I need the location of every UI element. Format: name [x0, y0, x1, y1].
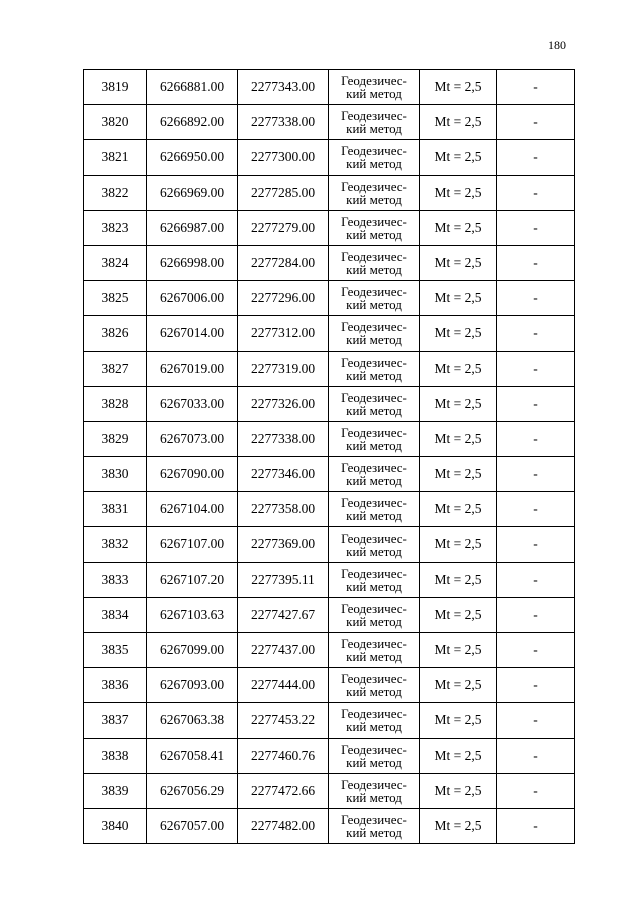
- note-cell: -: [497, 773, 575, 808]
- accuracy-cell: Mt = 2,5: [420, 351, 497, 386]
- accuracy-cell: Mt = 2,5: [420, 210, 497, 245]
- accuracy-cell: Mt = 2,5: [420, 386, 497, 421]
- method-cell: Геодезичес- кий метод: [329, 457, 420, 492]
- coordinate-x-cell: 6267019.00: [147, 351, 238, 386]
- table-row: [84, 316, 575, 351]
- method-cell: Геодезичес- кий метод: [329, 597, 420, 632]
- coordinate-y-cell: 2277326.00: [238, 386, 329, 421]
- coordinate-y-cell: 2277369.00: [238, 527, 329, 562]
- coordinate-y-cell: 2277472.66: [238, 773, 329, 808]
- coordinate-y-cell: 2277296.00: [238, 281, 329, 316]
- point-number-cell: 3837: [84, 703, 147, 738]
- coordinate-y-cell: 2277284.00: [238, 245, 329, 280]
- coordinate-x-cell: 6266950.00: [147, 140, 238, 175]
- table-row: [84, 738, 575, 773]
- coordinate-x-cell: 6267104.00: [147, 492, 238, 527]
- method-cell: Геодезичес- кий метод: [329, 492, 420, 527]
- accuracy-cell: Mt = 2,5: [420, 597, 497, 632]
- method-cell: Геодезичес- кий метод: [329, 808, 420, 843]
- coordinate-x-cell: 6266987.00: [147, 210, 238, 245]
- point-number-cell: 3824: [84, 245, 147, 280]
- table-row: [84, 773, 575, 808]
- point-number-cell: 3825: [84, 281, 147, 316]
- method-cell: Геодезичес- кий метод: [329, 668, 420, 703]
- accuracy-cell: Mt = 2,5: [420, 703, 497, 738]
- method-cell: Геодезичес- кий метод: [329, 421, 420, 456]
- point-number-cell: 3832: [84, 527, 147, 562]
- method-cell: Геодезичес- кий метод: [329, 281, 420, 316]
- method-cell: Геодезичес- кий метод: [329, 210, 420, 245]
- page-number: 180: [548, 38, 566, 52]
- note-cell: -: [497, 457, 575, 492]
- table-row: [84, 457, 575, 492]
- table-row: [84, 70, 575, 105]
- note-cell: -: [497, 210, 575, 245]
- note-cell: -: [497, 245, 575, 280]
- note-cell: -: [497, 140, 575, 175]
- accuracy-cell: Mt = 2,5: [420, 70, 497, 105]
- method-cell: Геодезичес- кий метод: [329, 562, 420, 597]
- coordinate-y-cell: 2277300.00: [238, 140, 329, 175]
- accuracy-cell: Mt = 2,5: [420, 421, 497, 456]
- point-number-cell: 3829: [84, 421, 147, 456]
- table-row: [84, 105, 575, 140]
- accuracy-cell: Mt = 2,5: [420, 105, 497, 140]
- table-row: [84, 808, 575, 843]
- point-number-cell: 3831: [84, 492, 147, 527]
- method-cell: Геодезичес- кий метод: [329, 633, 420, 668]
- accuracy-cell: Mt = 2,5: [420, 316, 497, 351]
- coordinate-x-cell: 6267093.00: [147, 668, 238, 703]
- coordinate-y-cell: 2277482.00: [238, 808, 329, 843]
- note-cell: -: [497, 562, 575, 597]
- note-cell: -: [497, 281, 575, 316]
- method-cell: Геодезичес- кий метод: [329, 351, 420, 386]
- coordinate-x-cell: 6267058.41: [147, 738, 238, 773]
- point-number-cell: 3822: [84, 175, 147, 210]
- method-cell: Геодезичес- кий метод: [329, 773, 420, 808]
- accuracy-cell: Mt = 2,5: [420, 738, 497, 773]
- table-row: [84, 245, 575, 280]
- table-row: [84, 421, 575, 456]
- coordinate-x-cell: 6267014.00: [147, 316, 238, 351]
- coordinate-y-cell: 2277395.11: [238, 562, 329, 597]
- coordinate-y-cell: 2277312.00: [238, 316, 329, 351]
- coordinate-y-cell: 2277319.00: [238, 351, 329, 386]
- note-cell: -: [497, 316, 575, 351]
- point-number-cell: 3823: [84, 210, 147, 245]
- coordinate-y-cell: 2277279.00: [238, 210, 329, 245]
- note-cell: -: [497, 70, 575, 105]
- point-number-cell: 3827: [84, 351, 147, 386]
- point-number-cell: 3834: [84, 597, 147, 632]
- point-number-cell: 3830: [84, 457, 147, 492]
- note-cell: -: [497, 808, 575, 843]
- coordinate-x-cell: 6266892.00: [147, 105, 238, 140]
- coordinate-x-cell: 6267056.29: [147, 773, 238, 808]
- coordinate-y-cell: 2277346.00: [238, 457, 329, 492]
- coordinate-x-cell: 6267073.00: [147, 421, 238, 456]
- coordinate-x-cell: 6267103.63: [147, 597, 238, 632]
- method-cell: Геодезичес- кий метод: [329, 70, 420, 105]
- coordinate-x-cell: 6267107.00: [147, 527, 238, 562]
- method-cell: Геодезичес- кий метод: [329, 527, 420, 562]
- table-row: [84, 492, 575, 527]
- accuracy-cell: Mt = 2,5: [420, 773, 497, 808]
- point-number-cell: 3826: [84, 316, 147, 351]
- accuracy-cell: Mt = 2,5: [420, 140, 497, 175]
- coordinate-x-cell: 6266881.00: [147, 70, 238, 105]
- accuracy-cell: Mt = 2,5: [420, 527, 497, 562]
- coordinate-x-cell: 6267006.00: [147, 281, 238, 316]
- accuracy-cell: Mt = 2,5: [420, 633, 497, 668]
- note-cell: -: [497, 738, 575, 773]
- coordinate-x-cell: 6266998.00: [147, 245, 238, 280]
- coordinate-x-cell: 6267063.38: [147, 703, 238, 738]
- coordinate-y-cell: 2277338.00: [238, 421, 329, 456]
- accuracy-cell: Mt = 2,5: [420, 562, 497, 597]
- note-cell: -: [497, 421, 575, 456]
- method-cell: Геодезичес- кий метод: [329, 316, 420, 351]
- note-cell: -: [497, 386, 575, 421]
- point-number-cell: 3821: [84, 140, 147, 175]
- table-row: [84, 633, 575, 668]
- note-cell: -: [497, 633, 575, 668]
- table-row: [84, 281, 575, 316]
- note-cell: -: [497, 175, 575, 210]
- coordinate-y-cell: 2277460.76: [238, 738, 329, 773]
- coordinate-x-cell: 6267033.00: [147, 386, 238, 421]
- note-cell: -: [497, 703, 575, 738]
- accuracy-cell: Mt = 2,5: [420, 457, 497, 492]
- table-row: [84, 210, 575, 245]
- point-number-cell: 3828: [84, 386, 147, 421]
- note-cell: -: [497, 492, 575, 527]
- coordinate-y-cell: 2277453.22: [238, 703, 329, 738]
- accuracy-cell: Mt = 2,5: [420, 668, 497, 703]
- note-cell: -: [497, 105, 575, 140]
- coordinate-y-cell: 2277427.67: [238, 597, 329, 632]
- coordinates-table: [83, 69, 575, 844]
- method-cell: Геодезичес- кий метод: [329, 105, 420, 140]
- table-row: [84, 703, 575, 738]
- table-row: [84, 386, 575, 421]
- method-cell: Геодезичес- кий метод: [329, 703, 420, 738]
- accuracy-cell: Mt = 2,5: [420, 281, 497, 316]
- coordinate-y-cell: 2277444.00: [238, 668, 329, 703]
- method-cell: Геодезичес- кий метод: [329, 738, 420, 773]
- point-number-cell: 3819: [84, 70, 147, 105]
- table-row: [84, 668, 575, 703]
- accuracy-cell: Mt = 2,5: [420, 808, 497, 843]
- note-cell: -: [497, 527, 575, 562]
- table-row: [84, 351, 575, 386]
- note-cell: -: [497, 597, 575, 632]
- table-row: [84, 140, 575, 175]
- note-cell: -: [497, 351, 575, 386]
- point-number-cell: 3838: [84, 738, 147, 773]
- coordinate-x-cell: 6267099.00: [147, 633, 238, 668]
- table-row: [84, 527, 575, 562]
- coordinate-y-cell: 2277358.00: [238, 492, 329, 527]
- method-cell: Геодезичес- кий метод: [329, 175, 420, 210]
- point-number-cell: 3835: [84, 633, 147, 668]
- method-cell: Геодезичес- кий метод: [329, 140, 420, 175]
- coordinate-y-cell: 2277285.00: [238, 175, 329, 210]
- coordinate-y-cell: 2277437.00: [238, 633, 329, 668]
- point-number-cell: 3820: [84, 105, 147, 140]
- accuracy-cell: Mt = 2,5: [420, 245, 497, 280]
- coordinate-x-cell: 6266969.00: [147, 175, 238, 210]
- point-number-cell: 3833: [84, 562, 147, 597]
- coordinate-y-cell: 2277338.00: [238, 105, 329, 140]
- table-row: [84, 562, 575, 597]
- coordinate-x-cell: 6267090.00: [147, 457, 238, 492]
- coordinate-y-cell: 2277343.00: [238, 70, 329, 105]
- accuracy-cell: Mt = 2,5: [420, 492, 497, 527]
- table-row: [84, 175, 575, 210]
- coordinate-x-cell: 6267057.00: [147, 808, 238, 843]
- method-cell: Геодезичес- кий метод: [329, 245, 420, 280]
- point-number-cell: 3840: [84, 808, 147, 843]
- table-row: [84, 597, 575, 632]
- point-number-cell: 3836: [84, 668, 147, 703]
- coordinate-x-cell: 6267107.20: [147, 562, 238, 597]
- method-cell: Геодезичес- кий метод: [329, 386, 420, 421]
- note-cell: -: [497, 668, 575, 703]
- accuracy-cell: Mt = 2,5: [420, 175, 497, 210]
- point-number-cell: 3839: [84, 773, 147, 808]
